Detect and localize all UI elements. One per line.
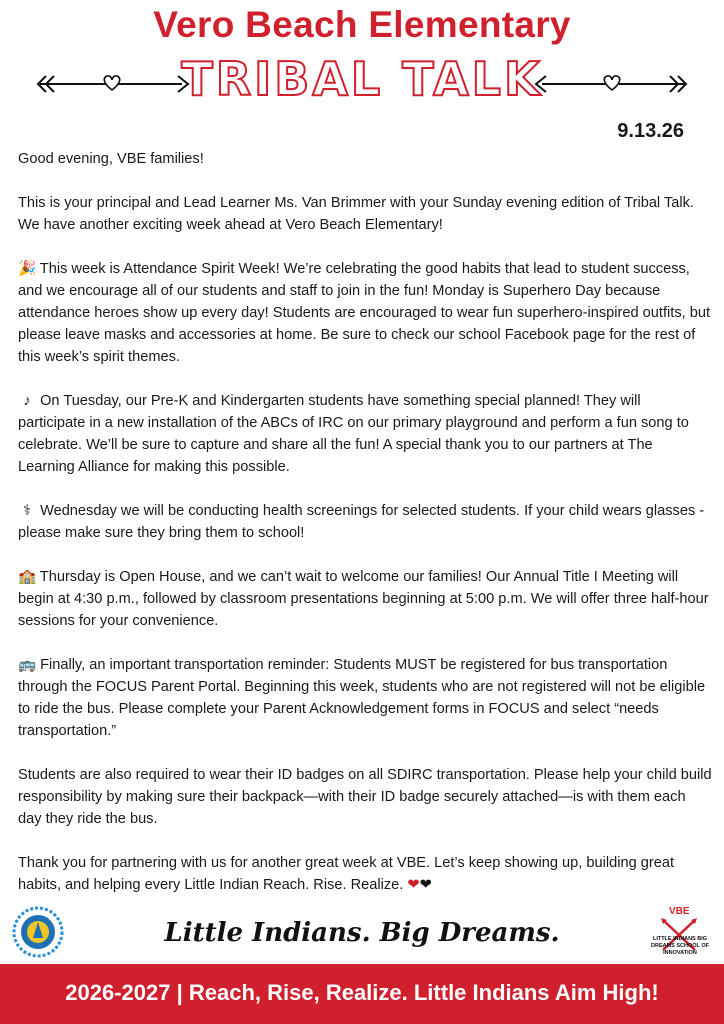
spirit-week-text: This week is Attendance Spirit Week! We’re celebrating the good habits that lead to student success, and we encourage all of our students and staff to join in the fun! Monday is Superhero Day because attendance heroes show up every day! Students are encouraged to wear fun superhero-inspired outfits, but please leave masks and accessories at home. Be sure to check our school Facebook page for the rest of this week’s spirit themes.	[18, 261, 711, 365]
stethoscope-icon: ⚕	[23, 503, 31, 519]
letter-body	[18, 148, 712, 918]
wednesday-text: Wednesday we will be conducting health screenings for selected students. If your child wears glasses - please make sure they bring them to school!	[18, 503, 705, 541]
tagline: Little Indians. Big Dreams.	[164, 918, 560, 948]
closing-paragraph	[18, 852, 712, 896]
school-name: Vero Beach Elementary	[153, 4, 571, 45]
closing-text: Thank you for partnering with us for another great week at VBE. Let’s keep showing up, building great habits, and helping every Little Indian Reach. Rise. Realize.	[18, 855, 675, 893]
party-popper-icon: 🎉	[18, 261, 37, 277]
vbe-logo-text: VBE	[669, 906, 690, 917]
tuesday-text: On Tuesday, our Pre-K and Kindergarten students have something special planned! They will participate in a new installation of the ABCs of IRC on our primary playground and perform a fun song to celebrate. We’ll be sure to capture and share all the fun! A special thank you to our partners at The Learning Alliance for making this possible.	[18, 393, 689, 475]
thursday-paragraph	[18, 566, 712, 632]
bus-icon: 🚌	[18, 657, 37, 673]
footer-motto: 2026-2027 | Reach, Rise, Realize. Little Indians Aim High!	[65, 980, 659, 1005]
school-building-icon: 🏫	[18, 569, 37, 585]
id-badges-paragraph: Students are also required to wear their ID badges on all SDIRC transportation. Please help your child build responsibility by making sure their backpack—with their ID badge securely attached—is with them each day they ride the bus.	[18, 767, 712, 827]
greeting: Good evening, VBE families!	[18, 151, 204, 167]
vbe-logo	[645, 906, 713, 962]
red-heart-icon: ❤	[407, 877, 420, 893]
tuesday-paragraph	[18, 390, 712, 478]
thursday-text: Thursday is Open House, and we can’t wait to welcome our families! Our Annual Title I Meeting will begin at 4:30 p.m., followed by classroom presentations beginning at 5:00 p.m. We will offer three half-hour sessions for your convenience.	[18, 569, 709, 629]
spirit-week-paragraph	[18, 258, 712, 368]
newsletter-title: TRIBAL TALK	[181, 52, 543, 106]
wednesday-paragraph	[18, 500, 712, 544]
music-notes-icon: ♪	[23, 393, 31, 409]
transportation-paragraph	[18, 654, 712, 742]
intro-paragraph: This is your principal and Lead Learner Ms. Van Brimmer with your Sunday evening edition of Tribal Talk. We have another exciting week ahead at Vero Beach Elementary!	[18, 195, 694, 233]
transportation-text: Finally, an important transportation reminder: Students MUST be registered for bus transportation through the FOCUS Parent Portal. Beginning this week, students who are not registered will not be eligible to ride the bus. Please complete your Parent Acknowledgement forms in FOCUS and select “needs transportation.”	[18, 657, 706, 739]
black-heart-icon: ❤	[419, 877, 432, 893]
issue-date: 9.13.26	[617, 120, 684, 142]
vbe-logo-subtext: LITTLE INDIANS BIG DREAMS SCHOOL OF INNOVATION	[651, 936, 709, 956]
